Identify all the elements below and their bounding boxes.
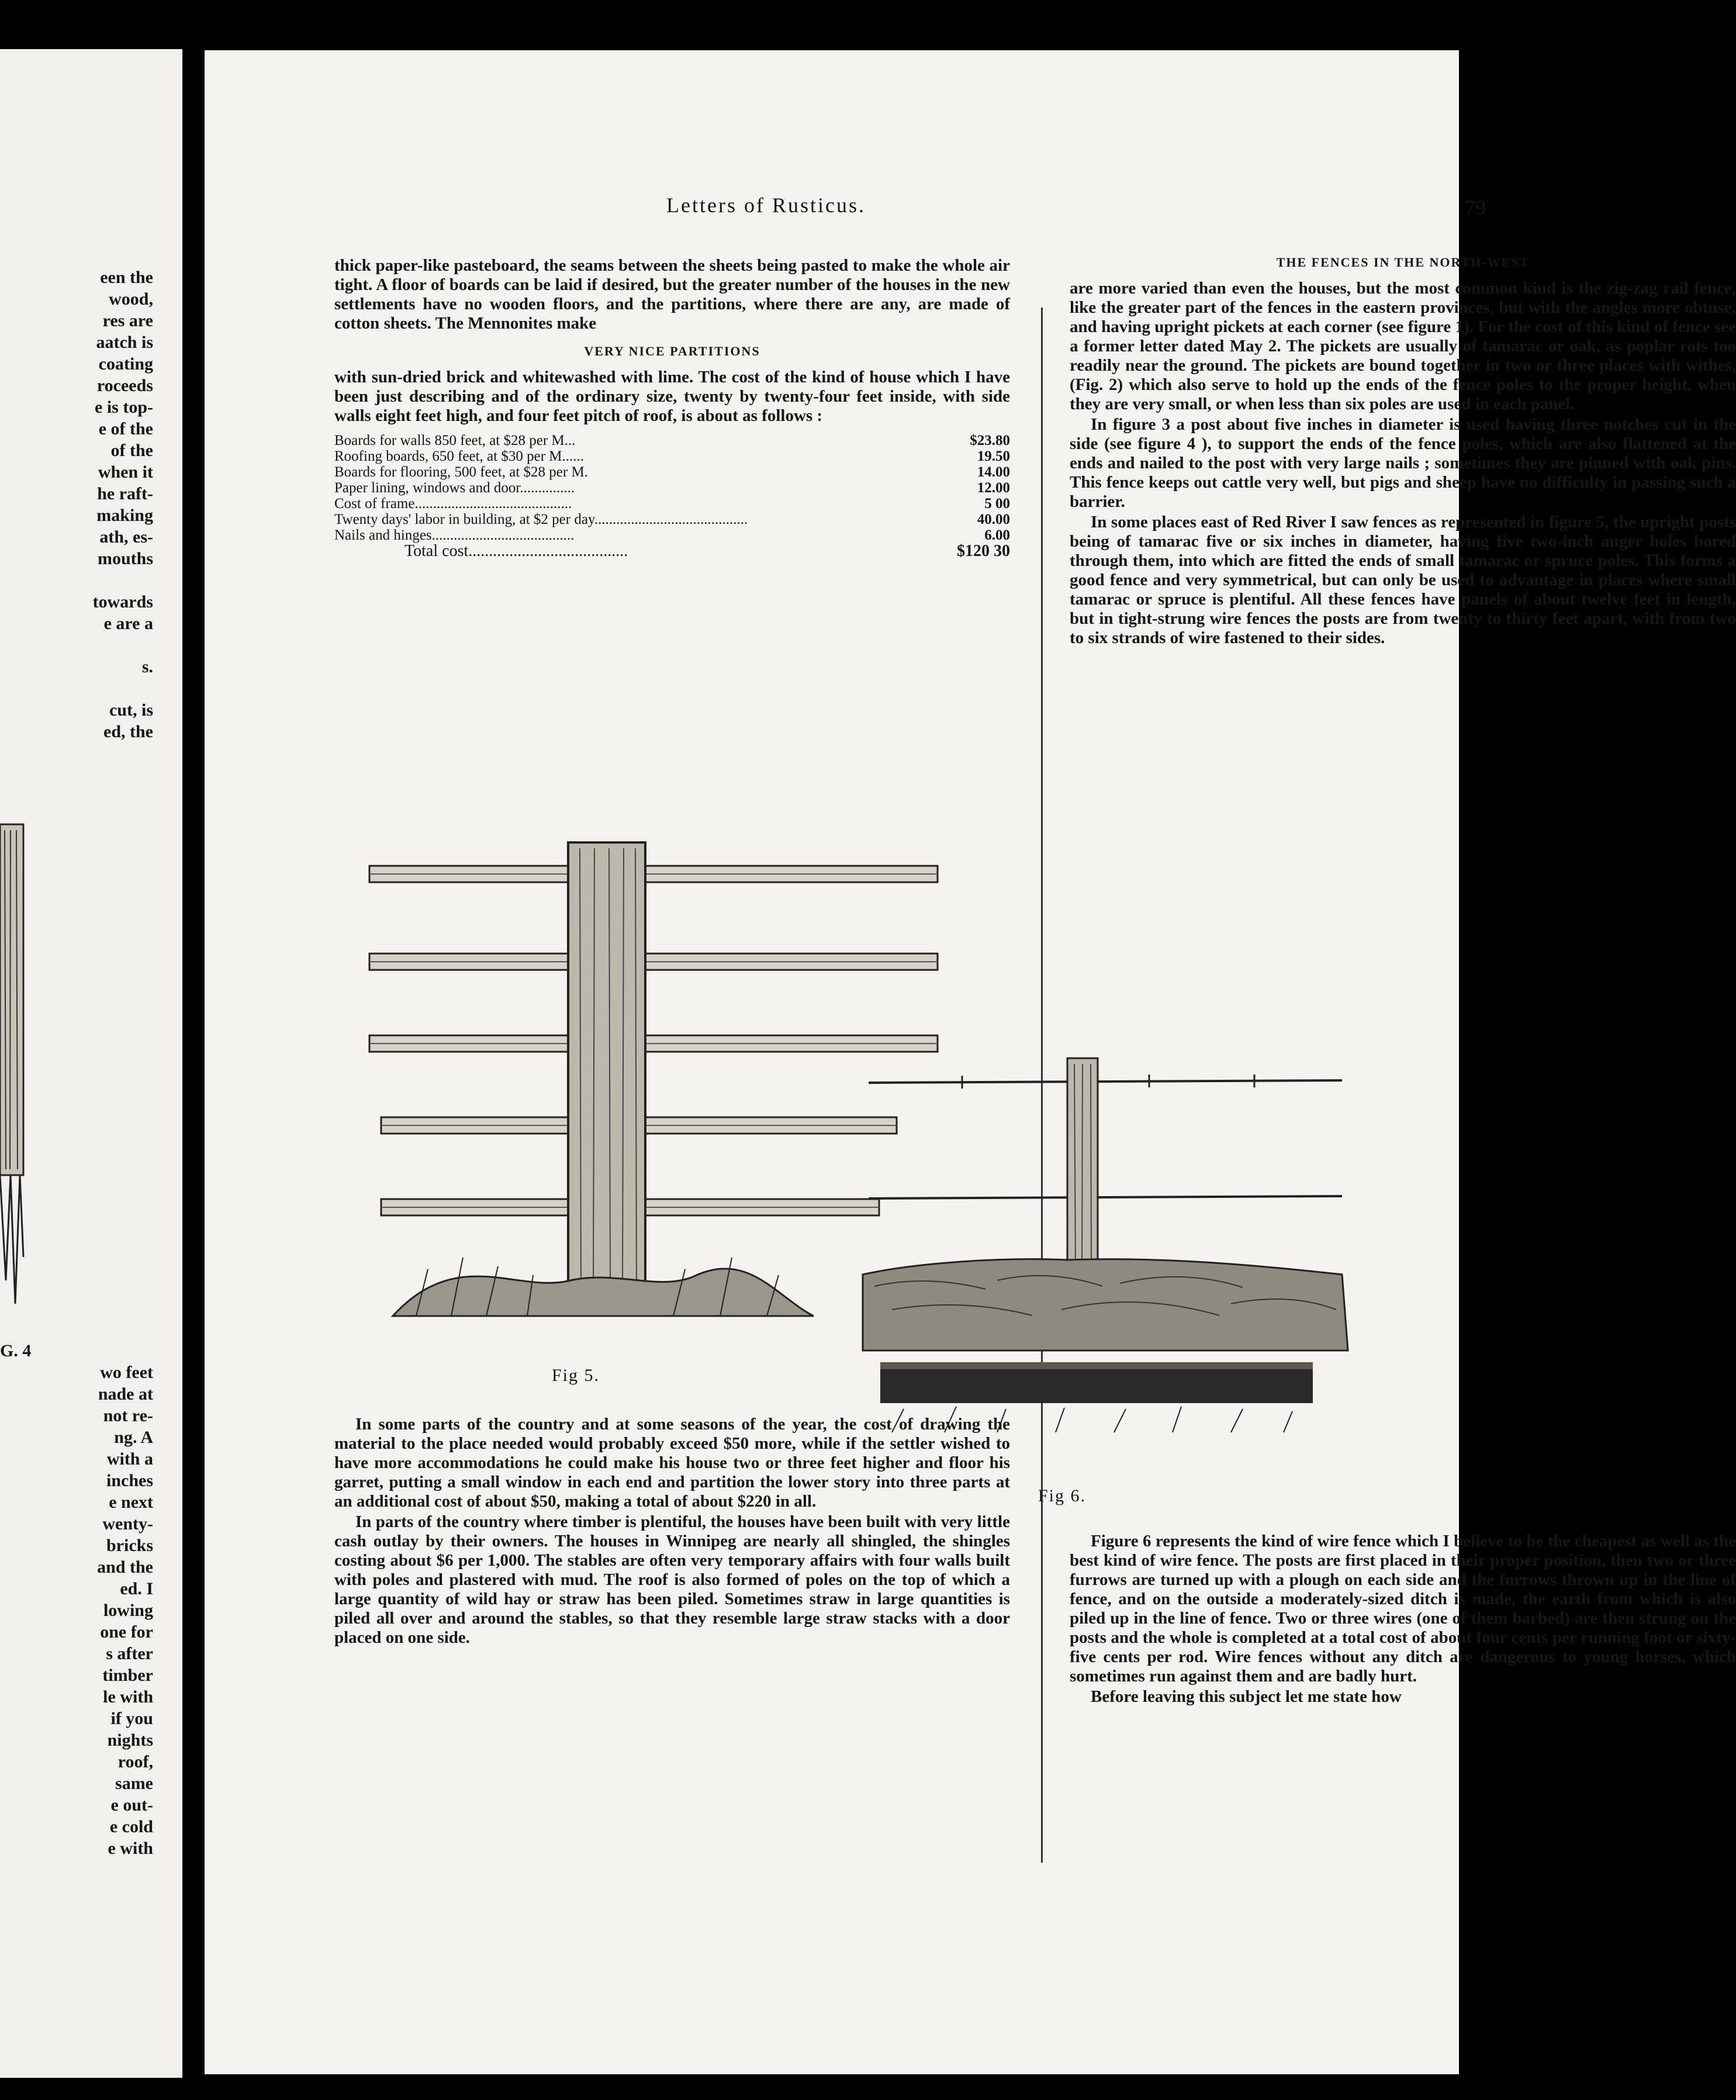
facing-page-line: of the: [110, 441, 153, 460]
cost-row: [334, 464, 1010, 480]
cost-item-amount: 12.00: [977, 480, 1010, 496]
figure-4-fragment: [0, 824, 41, 1327]
cost-item-amount: 40.00: [977, 512, 1010, 527]
cost-item-label: Boards for flooring, 500 feet, at $28 per M.: [334, 464, 588, 480]
paragraph: In parts of the country where timber is plentiful, the houses have been built with very little cash outlay by their owners. The houses in Winnipeg are nearly all shingled, the shingles costing about $6 per 1,000. The stables are often very temporary affairs with four walls built with poles and plastered with mud. The roof is also formed of poles on the top of which a large quantity of wild hay or straw has been piled. Sometimes straw in large quantities is piled all over and around the stables, so that they resemble large straw stacks with a door placed on one side.: [334, 1512, 1010, 1647]
facing-page-line: ath, es-: [99, 527, 153, 547]
right-column: [1070, 253, 1736, 649]
facing-page-line: wood,: [109, 289, 153, 309]
cost-item-amount: $23.80: [970, 433, 1010, 448]
facing-page-column-bottom: [0, 1362, 153, 1859]
facing-page-line: cut, is: [109, 700, 153, 720]
cost-item-label: Nails and hinges.......................................: [334, 527, 575, 543]
facing-page-line: e out-: [110, 1795, 153, 1815]
cost-table: [334, 433, 1010, 559]
facing-page-line: aatch is: [96, 333, 153, 352]
facing-page-line: coating: [98, 354, 153, 374]
total-label: Total cost.......................................: [404, 542, 628, 560]
paragraph: Figure 6 represents the kind of wire fence which I believe to be the cheapest as well as the best kind of wire fence. The posts are first placed in their proper position, then two or three furrows are turned up with a plough on each side and the furrows thrown up in the line of fence, and on the outside a moderately-sized ditch is made, the earth from which is also piled up in the line of fence. Two or three wires (one of them barbed) are then strung on the posts and the whole is completed at a total cost of about four cents per running foot or sixty-five cents per rod. Wire fences without any ditch are dangerous to young horses, which sometimes run against them and are badly hurt.: [1070, 1532, 1736, 1685]
paragraph: are more varied than even the houses, but the most common kind is the zig-zag rail fence, like the greater part of the fences in the eastern provinces, but with the angles more obtuse, and having upright pickets at each corner (see figure 1). For the cost of this kind of fence see a former letter dated May 2. The pickets are usually of tamarac or oak, as poplar rots too readily near the ground. The pickets are bound together in two or three places with withes, (Fig. 2) which also serve to hold up the ends of the fence poles to the proper height, when they are very small, or when less than six poles are used in each panel.: [1070, 279, 1736, 413]
cost-row: [334, 480, 1010, 496]
cost-row: [334, 433, 1010, 448]
facing-page-line: mouths: [97, 549, 153, 568]
facing-page-line: s after: [106, 1644, 153, 1663]
facing-page-line: e of the: [98, 419, 153, 438]
figure-6-caption: Fig 6.: [1038, 1486, 1087, 1505]
facing-page-line: e cold: [109, 1817, 153, 1836]
cost-item-label: Boards for walls 850 feet, at $28 per M...: [334, 433, 576, 448]
cost-row: [334, 527, 1010, 543]
facing-page-line: bricks: [106, 1536, 153, 1555]
cost-total-row: [334, 543, 1010, 559]
facing-page-column-top: [0, 267, 153, 742]
cost-item-amount: 14.00: [977, 464, 1010, 480]
figure-5-caption: Fig 5.: [552, 1366, 600, 1385]
figure-4-label-fragment: G. 4: [0, 1341, 32, 1360]
running-title: Letters of Rusticus.: [666, 194, 866, 217]
right-column-lower: [1070, 1532, 1736, 1708]
facing-page-line: le with: [103, 1687, 153, 1707]
paragraph: Before leaving this subject let me state how: [1091, 1687, 1402, 1706]
facing-page-line: and the: [97, 1557, 153, 1577]
facing-page-line: he raft-: [97, 484, 153, 503]
facing-page-line: timber: [102, 1666, 153, 1685]
facing-page-line: nights: [107, 1731, 153, 1750]
paragraph: In figure 3 a post about five inches in diameter is used having three notches cut in the side (see figure 4 ), to support the ends of the fence poles, which are also flattened at the ends and nailed to the post with very large nails ; sometimes they are pinned with oak pins. This fence keeps out cattle very well, but pigs and sheep have no difficulty in passing such a barrier.: [1070, 415, 1736, 511]
page-number: 79: [1465, 196, 1486, 219]
facing-page-line: ng. A: [114, 1428, 153, 1447]
facing-page-line: ed. I: [120, 1579, 153, 1598]
facing-page-line: s.: [141, 657, 153, 676]
cost-item-label: Roofing boards, 650 feet, at $30 per M......: [334, 448, 585, 464]
figure-6-illustration: [857, 1058, 1447, 1462]
facing-page-line: een the: [100, 268, 153, 287]
cost-item-amount: 19.50: [977, 448, 1010, 464]
facing-page-line: towards: [92, 592, 153, 612]
facing-page-line: nade at: [98, 1384, 153, 1404]
facing-page-line: e are a: [103, 614, 153, 633]
facing-page-line: e next: [109, 1493, 153, 1512]
facing-page-line: when it: [98, 462, 153, 482]
section-heading: THE FENCES IN THE NORTH-WEST: [1276, 255, 1530, 270]
paragraph: In some parts of the country and at some seasons of the year, the cost of drawing the material to the place needed would probably exceed $50 more, while if the settler wished to have more accommodations he could make his house two or three feet higher and floor his garret, putting a small window in each end and partition the lower story into three parts at an additional cost of about $50, making a total of about $220 in all.: [334, 1415, 1010, 1511]
facing-page-line: ed, the: [103, 722, 153, 741]
facing-page-line: making: [96, 506, 153, 525]
cost-item-label: Cost of frame...........................................: [334, 496, 572, 512]
paragraph: with sun-dried brick and whitewashed with lime. The cost of the kind of house which I have been just describing and of the ordinary size, twenty by twenty-four feet inside, with side walls eight feet high, and four feet pitch of roof, is about as follows :: [334, 368, 1010, 425]
facing-page-line: roceeds: [96, 376, 153, 395]
cost-item-amount: 5 00: [984, 496, 1010, 512]
facing-page-line: res are: [102, 311, 153, 330]
facing-page-line: [0, 634, 153, 656]
book-page: [205, 50, 1736, 2074]
cost-item-amount: 6.00: [984, 527, 1010, 543]
facing-page-line: e is top-: [95, 398, 153, 417]
facing-page-fragment: [0, 49, 182, 2078]
total-amount: $120 30: [957, 542, 1010, 560]
facing-page-line: with a: [106, 1449, 153, 1469]
left-column: [334, 256, 1010, 559]
facing-page-line: one for: [100, 1622, 153, 1642]
facing-page-line: inches: [106, 1471, 153, 1490]
cost-row: [334, 496, 1010, 512]
facing-page-line: [0, 569, 153, 591]
cost-row: [334, 448, 1010, 464]
paragraph: In some places east of Red River I saw fences as represented in figure 5, the upright posts being of tamarac five or six inches in diameter, having five two-inch auger holes bored through them, into which are fitted the ends of small tamarac or spruce poles. This forms a good fence and very symmetrical, but can only be used to advantage in places where small tamarac or spruce is plentiful. All these fences have panels of about twelve feet in length, but in tight-strung wire fences the posts are from twenty to thirty feet apart, with from two to six strands of wire fastened to their sides.: [1070, 513, 1736, 647]
facing-page-line: wo feet: [100, 1363, 153, 1382]
facing-page-line: [0, 678, 153, 699]
section-heading: VERY NICE PARTITIONS: [584, 344, 760, 358]
cost-row: [334, 512, 1010, 527]
cost-item-label: Twenty days' labor in building, at $2 per day..........................................: [334, 512, 748, 527]
facing-page-line: e with: [108, 1839, 153, 1858]
facing-page-line: lowing: [103, 1601, 153, 1620]
facing-page-line: not re-: [103, 1406, 153, 1425]
facing-page-line: roof,: [117, 1752, 153, 1771]
paragraph: thick paper-like pasteboard, the seams between the sheets being pasted to make the whole air tight. A floor of boards can be laid if desired, but the greater number of the houses in the new settlements have no wooden floors, and the partitions, where there are any, are made of cotton sheets. The Mennonites make: [334, 256, 1010, 333]
facing-page-line: same: [115, 1774, 153, 1793]
facing-page-line: wenty-: [102, 1514, 153, 1533]
facing-page-line: if you: [110, 1709, 153, 1728]
cost-item-label: Paper lining, windows and door...............: [334, 480, 575, 496]
